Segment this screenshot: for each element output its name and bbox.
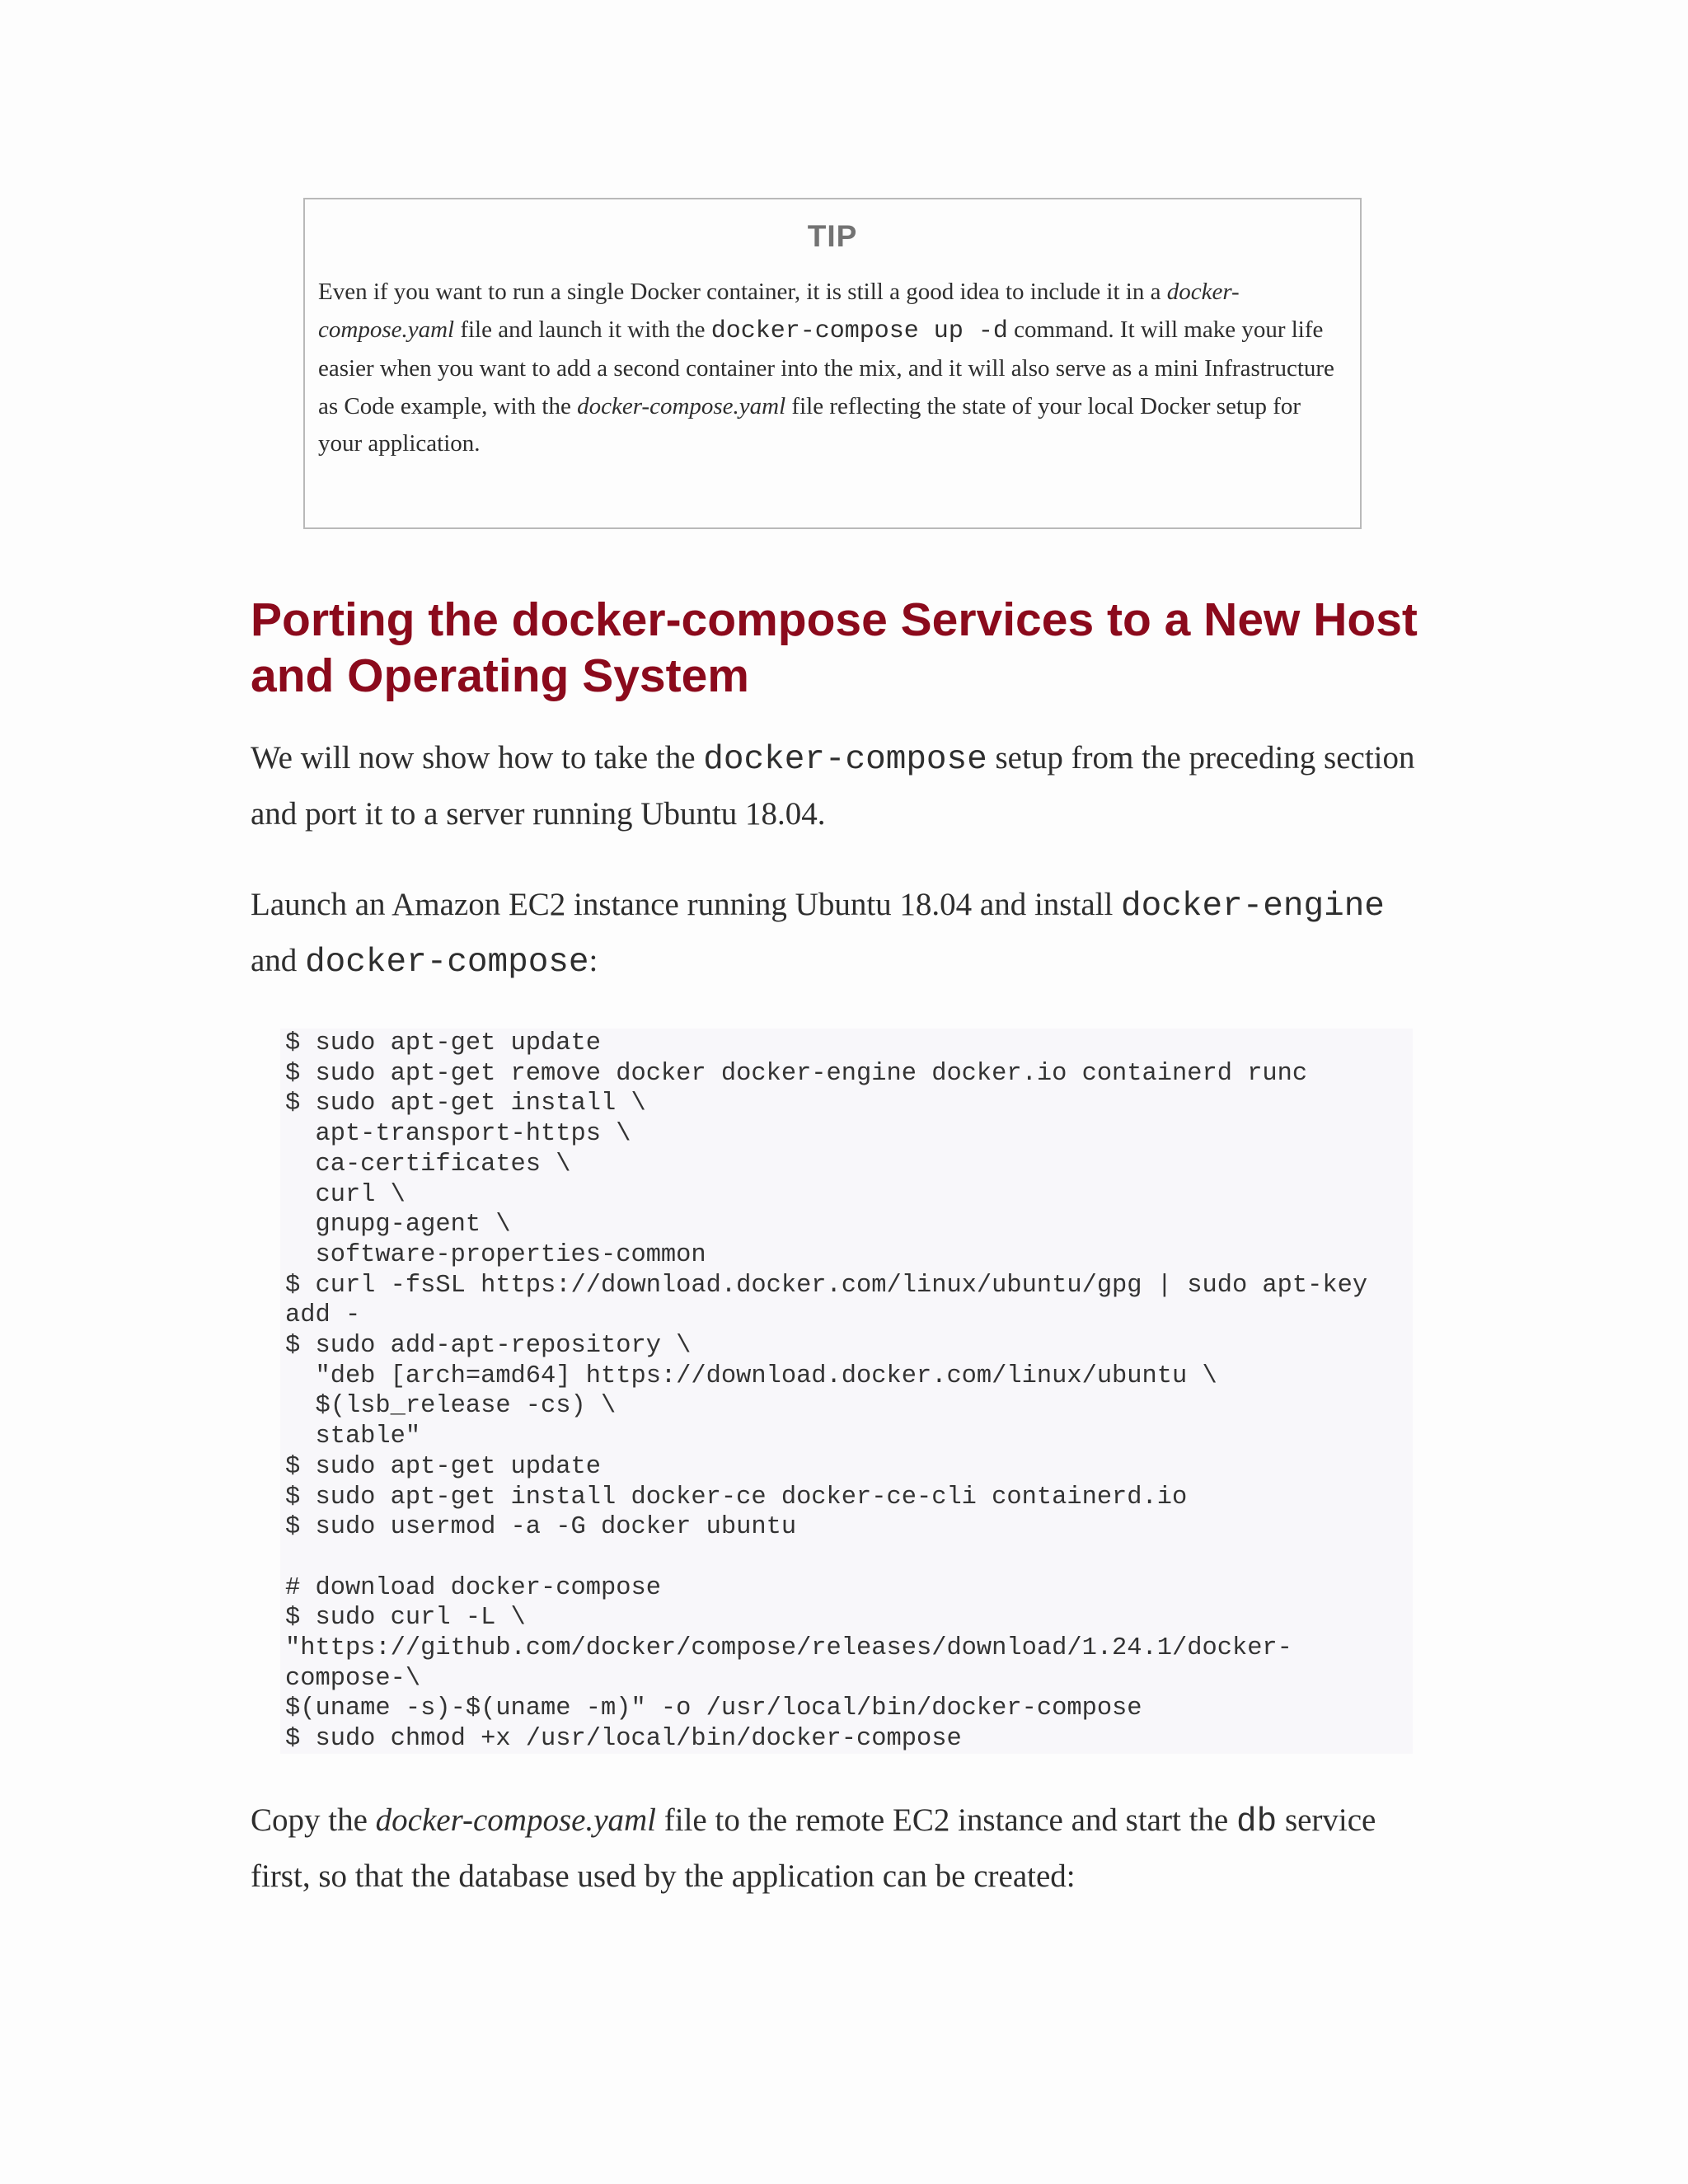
inline-code: docker-compose bbox=[305, 944, 589, 982]
tip-text: file and launch it with the bbox=[454, 316, 711, 343]
tip-box bbox=[303, 198, 1362, 529]
tip-text: Even if you want to run a single Docker container, it is still a good idea to include it in a bbox=[318, 279, 1167, 305]
paragraph-text: service first, so that the database used by the application can be created: bbox=[251, 1802, 1376, 1894]
paragraph-text: Copy the bbox=[251, 1802, 376, 1838]
paragraph-text: : bbox=[588, 943, 598, 978]
code-listing: $ sudo apt-get update $ sudo apt-get remove docker docker-engine docker.io containerd runc $ sudo apt-get install \ apt-transport-https \ ca-certificates \ curl \ gnupg-agent \ software-properties-common $ curl -fsSL https://download.docker.com/linux/ubuntu/gpg | sudo apt-key add - $ sudo add-apt-repository \ "deb [arch=amd64] https://download.docker.com/linux/ubuntu \ $(lsb_release -cs) \ stable" $ sudo apt-get update $ sudo apt-get install docker-ce docker-ce-cli containerd.io $ sudo usermod -a -G docker ubuntu # download docker-compose $ sudo curl -L \ "https://github.com/docker/compose/releases/download/1.24.1/docker- compose-\ $(uname -s)-$(uname -m)" -o /usr/local/bin/docker-compose $ sudo chmod +x /usr/local/bin/docker-compose bbox=[285, 1029, 1368, 1754]
copy-paragraph bbox=[251, 1793, 1421, 1903]
code-block bbox=[280, 1029, 1413, 1754]
tip-body bbox=[318, 274, 1347, 463]
inline-code: docker-compose bbox=[703, 741, 987, 779]
tip-filename: docker-compose.yaml bbox=[577, 392, 786, 419]
section-heading: Porting the docker-compose Services to a New Host and Operating System bbox=[251, 593, 1418, 702]
inline-code: db bbox=[1236, 1803, 1278, 1841]
inline-code: docker-engine bbox=[1121, 888, 1385, 926]
install-paragraph bbox=[251, 878, 1421, 990]
intro-paragraph bbox=[251, 731, 1421, 841]
paragraph-text: and bbox=[251, 943, 306, 978]
paragraph-text: setup from the preceding section and port it to a server running Ubuntu 18.04. bbox=[251, 740, 1415, 832]
tip-filename: docker-compose.yaml bbox=[318, 279, 1240, 343]
filename: docker-compose.yaml bbox=[375, 1802, 657, 1838]
tip-text: command. It will make your life easier when you want to add a second container into the mix, and it will also serve as a mini Infrastructure as Code example, with the bbox=[318, 316, 1334, 419]
tip-title: TIP bbox=[807, 219, 858, 253]
paragraph-text: file to the remote EC2 instance and start the bbox=[656, 1802, 1236, 1838]
tip-text: file reflecting the state of your local Docker setup for your application. bbox=[318, 392, 1301, 457]
tip-command: docker-compose up -d bbox=[710, 316, 1008, 345]
paragraph-text: Launch an Amazon EC2 instance running Ubuntu 18.04 and install bbox=[251, 887, 1122, 922]
paragraph-text: We will now show how to take the bbox=[251, 740, 704, 776]
